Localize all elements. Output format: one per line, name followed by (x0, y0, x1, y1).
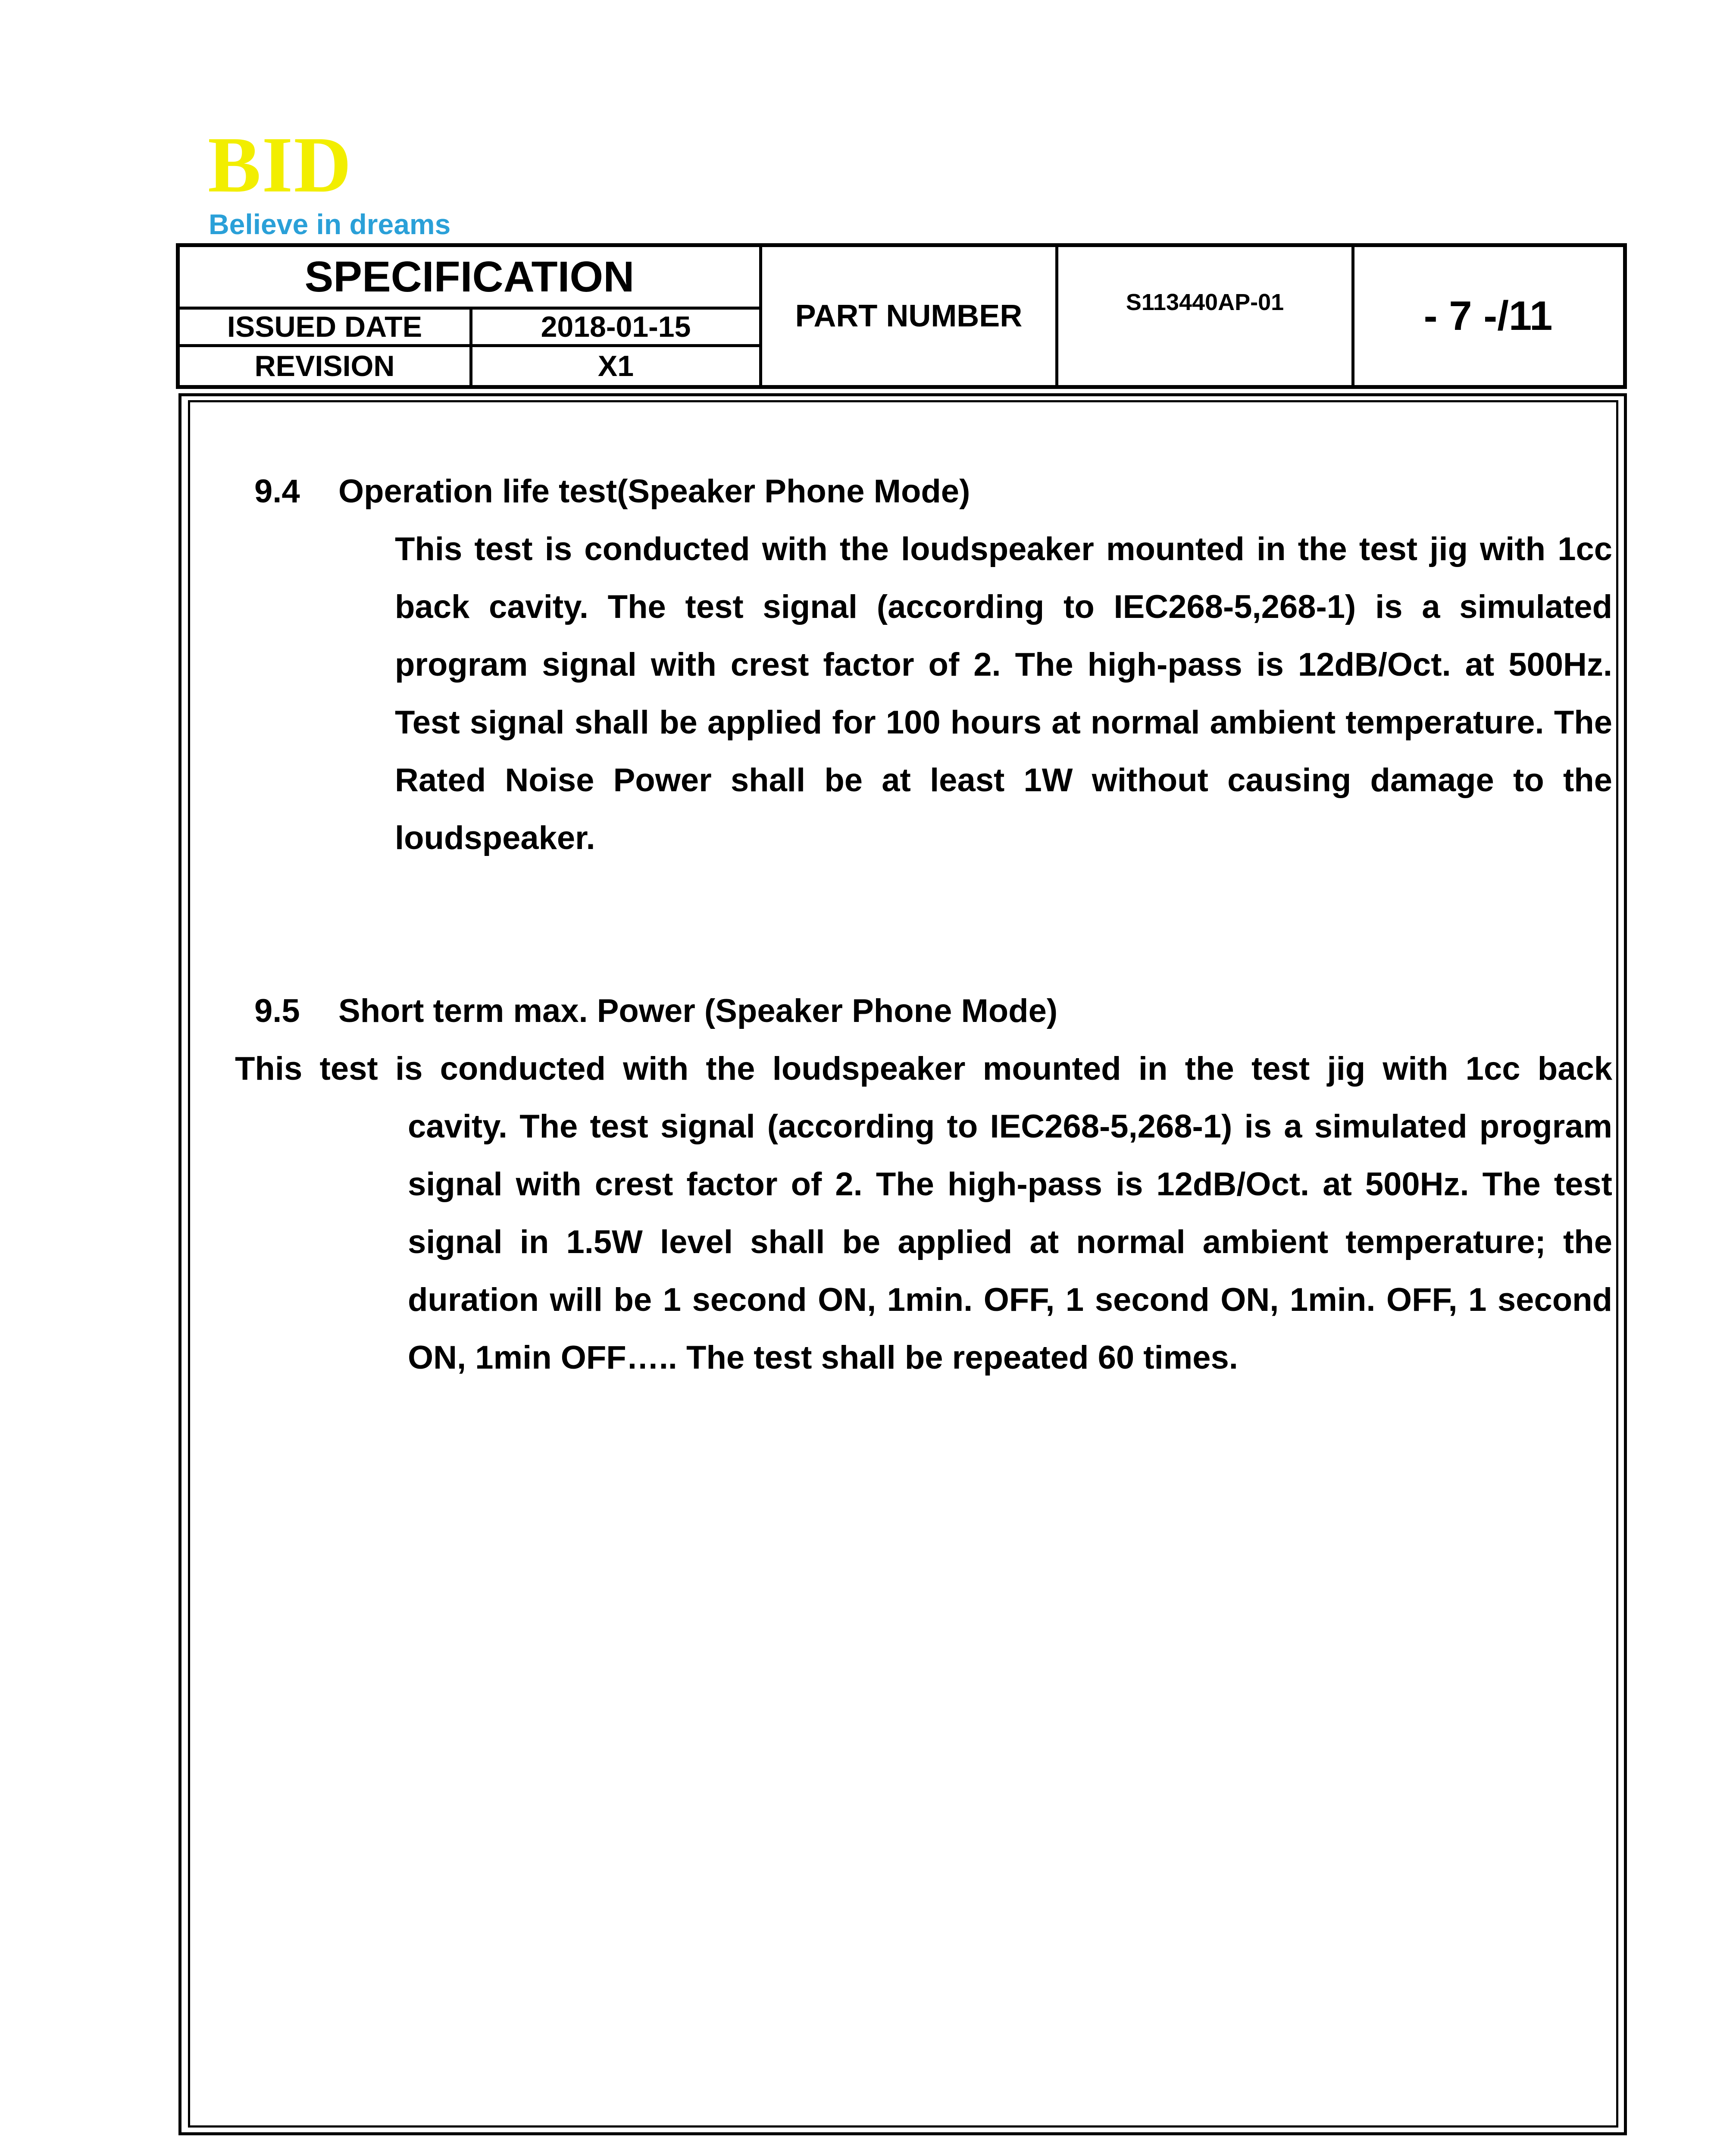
divider (1055, 247, 1058, 385)
revision-label: REVISION (254, 350, 395, 382)
section-body: This test is conducted with the loudspeaker mounted in the test jig with 1cc back cavity. The test signal (according to IEC268-5,268-1) is a simulated program signal with crest factor of 2. The high-pass is 12dB/Oct. at 500Hz. Test signal shall be applied for 100 hours at normal ambient temperature. The Rated Noise Power shall be at least 1W without causing damage to the loudspeaker. (395, 531, 1612, 856)
section-lead-line: This test is conducted with the loudspeaker mounted in the test jig with 1cc back (235, 1050, 1612, 1087)
section-title-text: Operation life test(Speaker Phone Mode) (338, 473, 970, 510)
divider (759, 247, 762, 385)
part-number-value: S113440AP-01 (1126, 289, 1284, 315)
section-number: 9.5 (254, 993, 300, 1029)
section-title (254, 463, 970, 520)
revision-value: X1 (597, 350, 634, 382)
spec-title: SPECIFICATION (304, 252, 635, 301)
page-number: - 7 -/11 (1423, 293, 1553, 339)
section-title-text: Short term max. Power (Speaker Phone Mode) (338, 993, 1058, 1029)
section-number: 9.4 (254, 473, 300, 510)
company-tagline: Believe in dreams (209, 208, 451, 240)
spec-header-table (176, 243, 1627, 389)
company-logo: BID (208, 121, 352, 209)
issued-date-value: 2018-01-15 (541, 310, 691, 343)
divider (469, 307, 472, 385)
issued-date-label: ISSUED DATE (227, 310, 422, 343)
part-number-label: PART NUMBER (795, 299, 1023, 333)
section-title (254, 982, 1057, 1040)
divider (1351, 247, 1354, 385)
section-body: cavity. The test signal (according to IEC268-5,268-1) is a simulated program signal with crest factor of 2. The high-pass is 12dB/Oct. at 500Hz. The test signal in 1.5W level shall be applied at normal ambient temperature; the duration will be 1 second ON, 1min. OFF, 1 second ON, 1min. OFF, 1 second ON, 1min OFF….. The test shall be repeated 60 times. (408, 1108, 1612, 1376)
